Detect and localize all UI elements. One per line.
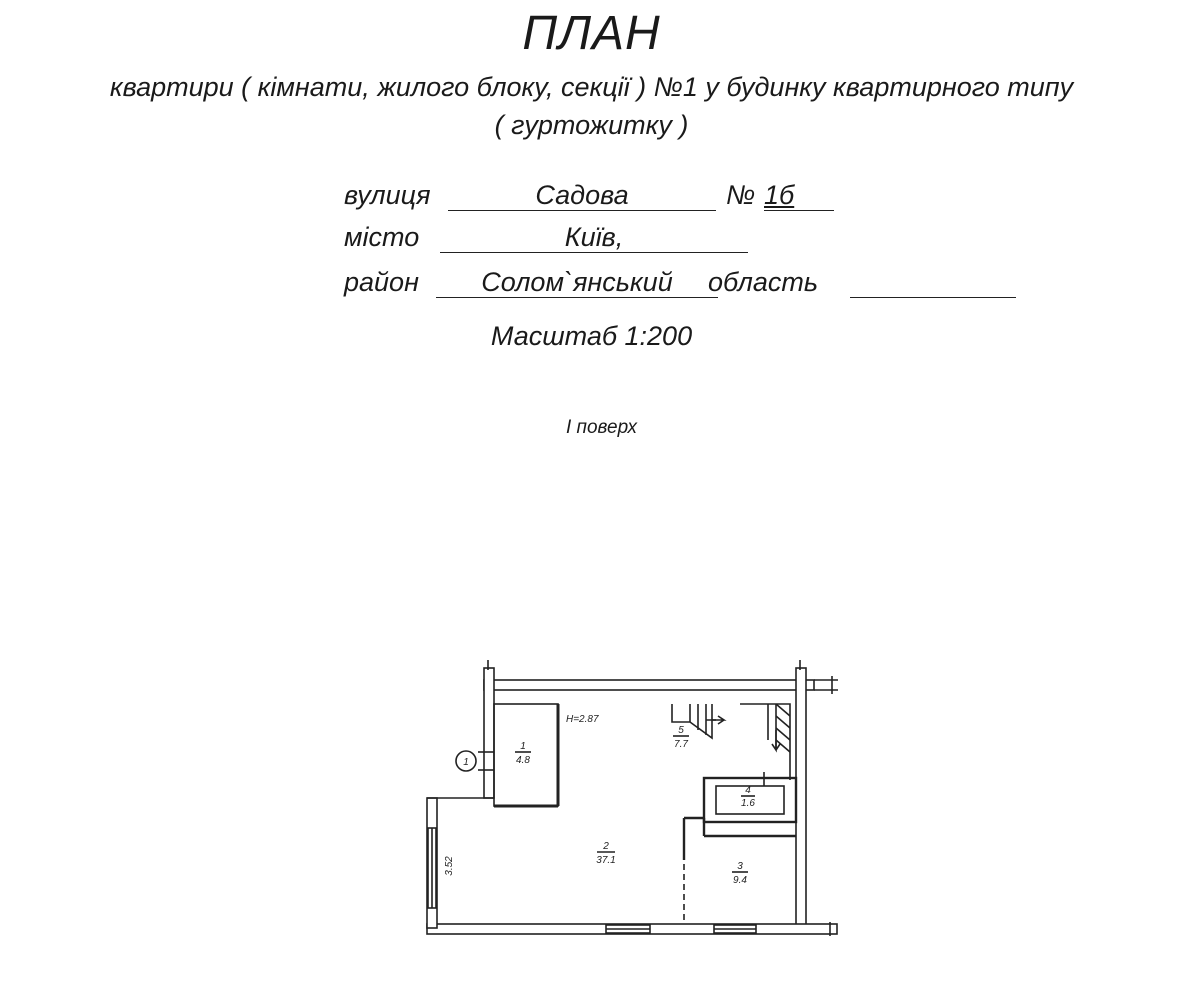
room-5-area: 7.7 [674, 739, 688, 750]
top-wall [484, 680, 814, 690]
room-4-number: 4 [745, 785, 751, 796]
scale-label: Масштаб 1:200 [490, 321, 693, 351]
city-field: Київ, [440, 222, 748, 253]
district-label: район [344, 267, 419, 297]
district-field: Солом`янський [436, 267, 718, 298]
ceiling-height-label: H=2.87 [566, 714, 599, 725]
entry-marker-label: 1 [463, 757, 469, 768]
page-title: ПЛАН [522, 7, 661, 60]
wall-dimension-label: 3.52 [444, 856, 455, 876]
room-3-number: 3 [737, 861, 743, 872]
left-upper-wall [484, 668, 494, 798]
number-label: № [726, 180, 756, 210]
number-field: 1б [764, 180, 834, 211]
street-label: вулиця [344, 180, 431, 210]
room-5-number: 5 [678, 725, 684, 736]
room-4-area: 1.6 [741, 798, 755, 809]
room-2-area: 37.1 [596, 855, 616, 866]
room-3-area: 9.4 [733, 875, 747, 886]
room-2-number: 2 [603, 841, 609, 852]
floor-label: I поверх [565, 417, 638, 438]
document-subtitle: квартири ( кімнати, жилого блоку, секції ) №1 у будинку квартирного типу [109, 72, 1074, 102]
room-1-area: 4.8 [516, 755, 530, 766]
street-field: Садова [448, 180, 716, 211]
document-subtitle-continued: ( гуртожитку ) [494, 110, 689, 140]
room-1-number: 1 [520, 741, 526, 752]
city-label: місто [344, 222, 420, 252]
region-label: область [708, 267, 819, 297]
right-wall [796, 668, 806, 930]
